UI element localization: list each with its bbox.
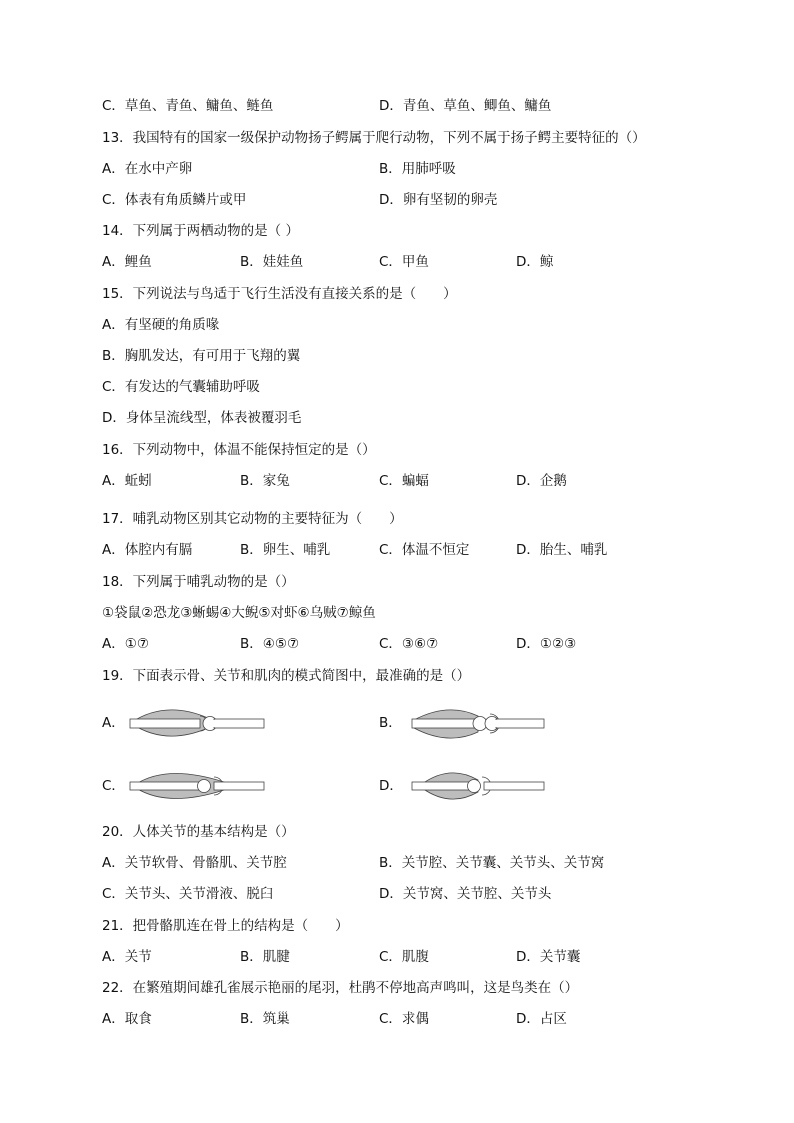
q13-option-a: A．在水中产卵 bbox=[102, 161, 193, 177]
q20-option-d: D．关节窝、关节腔、关节头 bbox=[379, 886, 552, 902]
q20-stem: 20．人体关节的基本结构是（） bbox=[102, 824, 295, 840]
q15-stem: 15．下列说法与鸟适于飞行生活没有直接关系的是（ ） bbox=[102, 286, 457, 302]
q19-option-d-label: D． bbox=[379, 778, 403, 794]
q21-option-c: C．肌腹 bbox=[379, 949, 429, 965]
q17-option-c: C．体温不恒定 bbox=[379, 542, 470, 558]
q19-option-b-label: B． bbox=[379, 715, 402, 731]
q14-option-b: B．娃娃鱼 bbox=[240, 254, 304, 270]
q22-option-a: A．取食 bbox=[102, 1011, 152, 1027]
q21-option-b: B．肌腱 bbox=[240, 949, 290, 965]
q16-option-c: C．蝙蝠 bbox=[379, 473, 429, 489]
q14-option-d: D．鲸 bbox=[516, 254, 554, 270]
q18-option-a: A．①⑦ bbox=[102, 636, 149, 652]
q22-option-c: C．求偶 bbox=[379, 1011, 429, 1027]
q18-items: ①袋鼠②恐龙③蜥蜴④大鲵⑤对虾⑥乌贼⑦鲸鱼 bbox=[102, 605, 376, 621]
q17-option-d: D．胎生、哺乳 bbox=[516, 542, 608, 558]
q20-option-b: B．关节腔、关节囊、关节头、关节窝 bbox=[379, 855, 605, 871]
q17-stem: 17．哺乳动物区别其它动物的主要特征为（ ） bbox=[102, 511, 403, 527]
q20-option-a: A．关节软骨、骨骼肌、关节腔 bbox=[102, 855, 287, 871]
q18-option-b: B．④⑤⑦ bbox=[240, 636, 300, 652]
q13-option-d: D．卵有坚韧的卵壳 bbox=[379, 192, 498, 208]
q15-option-d: D．身体呈流线型，体表被覆羽毛 bbox=[102, 410, 302, 426]
q14-option-c: C．甲鱼 bbox=[379, 254, 429, 270]
q18-option-d: D．①②③ bbox=[516, 636, 577, 652]
q19-figure-b bbox=[408, 702, 548, 746]
q16-option-a: A．蚯蚓 bbox=[102, 473, 152, 489]
q19-option-a-label: A． bbox=[102, 715, 125, 731]
q15-option-c: C．有发达的气囊辅助呼吸 bbox=[102, 379, 260, 395]
q19-stem: 19．下面表示骨、关节和肌肉的模式简图中，最准确的是（） bbox=[102, 668, 471, 684]
q12-option-c: C．草鱼、青鱼、鳙鱼、鲢鱼 bbox=[102, 98, 274, 114]
q22-option-b: B．筑巢 bbox=[240, 1011, 290, 1027]
q13-option-b: B．用肺呼吸 bbox=[379, 161, 456, 177]
q14-option-a: A．鲤鱼 bbox=[102, 254, 152, 270]
q17-option-b: B．卵生、哺乳 bbox=[240, 542, 331, 558]
q18-option-c: C．③⑥⑦ bbox=[379, 636, 439, 652]
q13-stem: 13．我国特有的国家一级保护动物扬子鳄属于爬行动物，下列不属于扬子鳄主要特征的（） bbox=[102, 130, 646, 146]
q15-option-b: B．胸肌发达，有可用于飞翔的翼 bbox=[102, 348, 301, 364]
q19-option-c-label: C． bbox=[102, 778, 125, 794]
q15-option-a: A．有坚硬的角质喙 bbox=[102, 317, 220, 333]
q18-stem: 18．下列属于哺乳动物的是（） bbox=[102, 574, 295, 590]
q21-option-d: D．关节囊 bbox=[516, 949, 581, 965]
q12-option-d: D．青鱼、草鱼、鲫鱼、鳙鱼 bbox=[379, 98, 552, 114]
q16-stem: 16．下列动物中，体温不能保持恒定的是（） bbox=[102, 442, 376, 458]
q22-option-d: D．占区 bbox=[516, 1011, 567, 1027]
q16-option-d: D．企鹅 bbox=[516, 473, 567, 489]
q14-stem: 14．下列属于两栖动物的是（ ） bbox=[102, 223, 299, 239]
q19-figure-d bbox=[408, 764, 548, 808]
q20-option-c: C．关节头、关节滑液、脱臼 bbox=[102, 886, 274, 902]
q17-option-a: A．体腔内有膈 bbox=[102, 542, 193, 558]
q19-figure-c bbox=[128, 764, 268, 808]
q19-figure-a bbox=[128, 702, 268, 746]
q22-stem: 22．在繁殖期间雄孔雀展示艳丽的尾羽，杜鹃不停地高声鸣叫，这是鸟类在（） bbox=[102, 980, 579, 996]
q21-option-a: A．关节 bbox=[102, 949, 152, 965]
q21-stem: 21．把骨骼肌连在骨上的结构是（ ） bbox=[102, 918, 349, 934]
q16-option-b: B．家兔 bbox=[240, 473, 290, 489]
q13-option-c: C．体表有角质鳞片或甲 bbox=[102, 192, 247, 208]
